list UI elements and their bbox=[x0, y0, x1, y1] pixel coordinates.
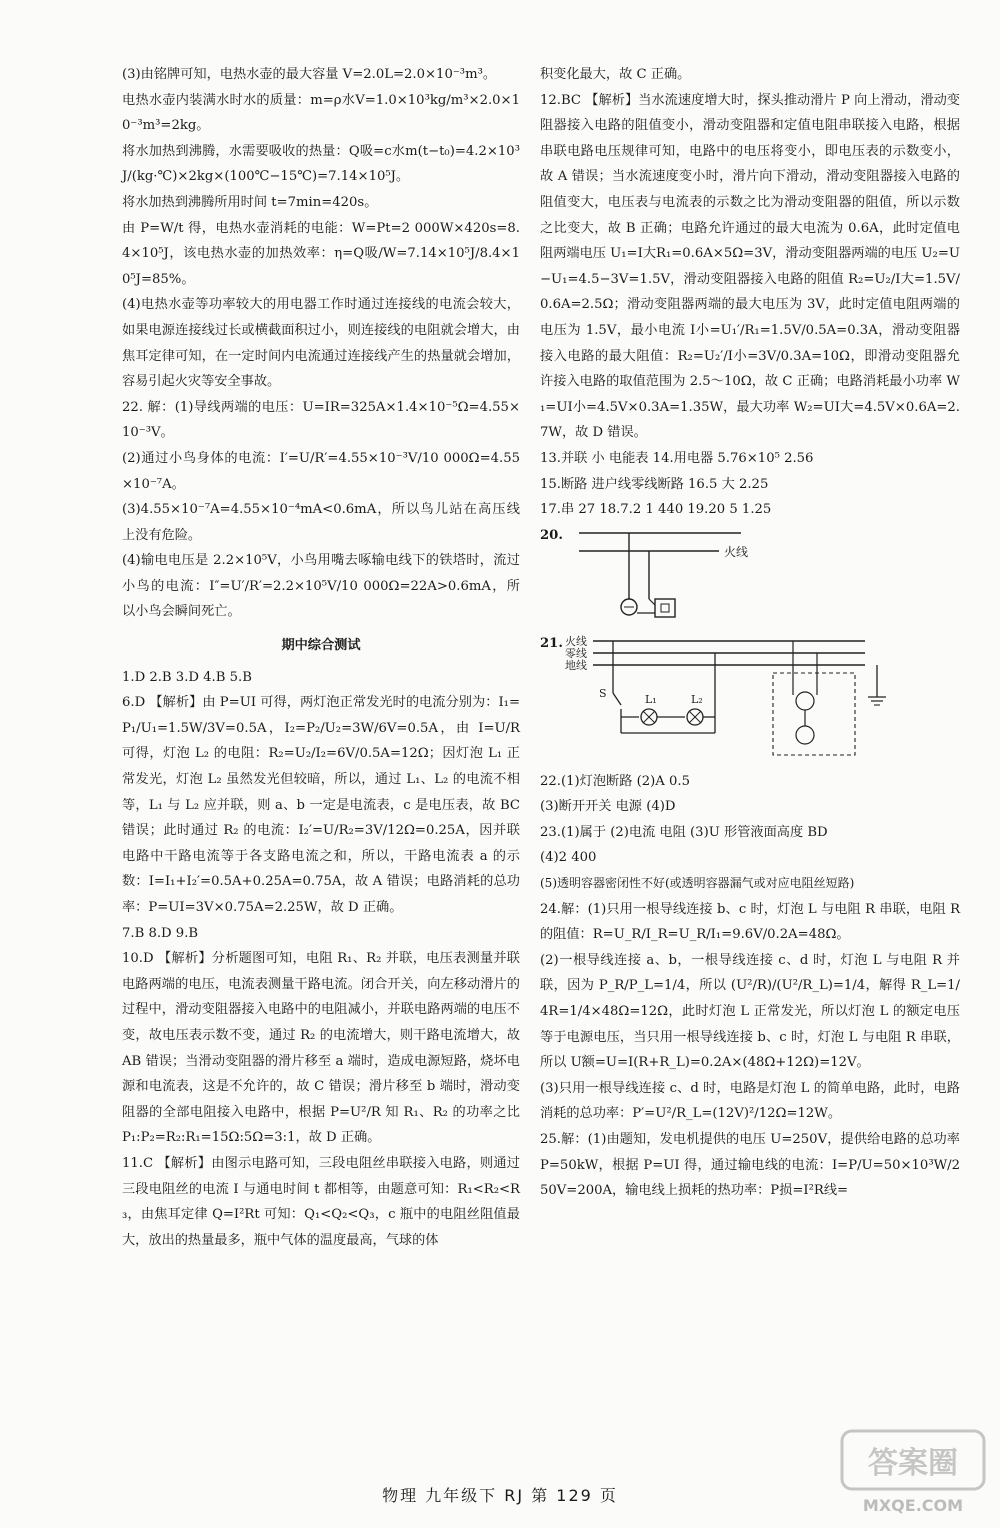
answer-24-3: (3)只用一根导线连接 c、d 时，电路是灯泡 L 的简单电路，此时，电路消耗的总功率：P′=U²/R_L=(12V)²/12Ω=12W。 bbox=[540, 1080, 960, 1122]
answer-21-number: 21. bbox=[540, 635, 563, 651]
socket2-icon bbox=[796, 726, 814, 744]
answers-7-9: 7.B 8.D 9.B bbox=[122, 925, 199, 941]
wiring-diagram-20 bbox=[569, 527, 769, 623]
answer-23-5: (5)透明容器密闭性不好(或透明容器漏气或对应电阻丝短路) bbox=[540, 876, 855, 891]
watermark-url: MXQE.COM bbox=[862, 1496, 964, 1515]
answer-22-2: (2)通过小鸟身体的电流：I′=U/R′=4.55×10⁻³V/10 000Ω=4.55×10⁻⁷A。 bbox=[122, 450, 520, 492]
answer-23: 23.(1)属于 (2)电流 电阻 (3)U 形管液面高度 BD bbox=[540, 824, 828, 840]
live-wire-label: 火线 bbox=[723, 544, 748, 559]
answer-l3: 将水加热到沸腾，水需要吸收的热量：Q吸=c水m(t−t₀)=4.2×10³J/(kg·℃)×2kg×(100℃−15℃)=7.14×10⁵J。 bbox=[122, 143, 520, 185]
section-heading: 期中综合测试 bbox=[281, 638, 361, 654]
answer-21-block bbox=[540, 631, 960, 769]
socket-icon bbox=[796, 692, 814, 710]
answer-20-block bbox=[540, 523, 960, 631]
answer-11: 11.C 【解析】由图示电路可知，三段电阻丝串联接入电路，则通过三段电阻丝的电流 I 与通电时间 t 都相等，由题意可知：R₁<R₂<R₃，由焦耳定律 Q=I²Rt 可知：Q₁<Q₂<Q₃，c 瓶中的电阻丝阻值最大，放出的热量最多，瓶中气体的温度最高，气球的体 bbox=[122, 1155, 520, 1248]
watermark-logo bbox=[838, 1425, 988, 1520]
answer-22: 22. 解：(1)导线两端的电压：U=IR=325A×1.4×10⁻⁵Ω=4.55×10⁻³V。 bbox=[122, 399, 520, 441]
answer-l1: (3)由铭牌可知，电热水壶的最大容量 V=2.0L=2.0×10⁻³m³。 bbox=[122, 67, 497, 82]
answer-10: 10.D 【解析】分析题图可知，电阻 R₁、R₂ 并联，电压表测量并联电路两端的电压，电流表测量干路电流。闭合开关，向左移动滑片的过程中，滑动变阻器接入电路中的电阻减小，并联电路两端的电压不变，故电压表示数不变，通过 R₂ 的电流增大，则干路电流增大，故 AB 错误；当滑动变阻器的滑片移至 a 端时，造成电源短路，烧坏电源和电流表，这是不允许的，故 C 错误；滑片移至 b 端时，滑动变阻器的全部电阻接入电路中，根据 P=U²/R 知 R₁、R₂ 的功率之比 P₁:P₂=R₂:R₁=15Ω:5Ω=3:1，故 D 正确。 bbox=[122, 951, 520, 1146]
right-column bbox=[540, 62, 960, 1204]
answers-1-5: 1.D 2.B 3.D 4.B 5.B bbox=[122, 669, 252, 685]
answer-22-4: (4)输电电压是 2.2×10⁵V，小鸟用嘴去啄输电线下的铁塔时，流过小鸟的电流：I″=U′/R′=2.2×10⁵V/10 000Ω=22A>0.6mA，所以小鸟会瞬间死亡。 bbox=[122, 553, 520, 620]
answer-l4: 将水加热到沸腾所用时间 t=7min=420s。 bbox=[122, 194, 378, 210]
socket-box bbox=[773, 673, 855, 755]
answer-24-2: (2)一根导线连接 a、b，一根导线连接 c、d 时，灯泡 L 与电阻 R 并联，因为 P_R/P_L=1/4，所以 (U²/R)/(U²/R_L)=1/4，解得 R_L=1/4R=1/4×48Ω=12Ω，此时灯泡 L 正常发光，所以灯泡 L 的额定电压等于电源电压，当只用一根导线连接 b、c 时，灯泡 L 与电阻 R 串联，所以 U额=U=I(R+R_L)=0.2A×(48Ω+12Ω)=12V。 bbox=[540, 952, 960, 1071]
watermark-text: 答案圈 bbox=[868, 1446, 958, 1481]
switch-icon bbox=[655, 599, 675, 617]
left-column bbox=[122, 62, 520, 1253]
lamp-l1-label: L₁ bbox=[644, 692, 657, 706]
answers-13-14: 13.并联 小 电能表 14.用电器 5.76×10⁵ 2.56 bbox=[540, 450, 814, 466]
answer-12: 12.BC 【解析】当水流速度增大时，探头推动滑片 P 向上滑动，滑动变阻器接入电路的阻值变小，滑动变阻器和定值电阻串联接入电路，根据串联电路电压规律可知，电路中的电压将变小，即电压表的示数变小，故 A 错误；当水流速度变小时，滑片向下滑动，滑动变阻器接入电路的阻值变大，电压表与电流表的示数之比为滑动变阻器的阻值，所以示数之比变大，故 B 正确；电路允许通过的最大电流为 0.6A，此时定值电阻两端电压 U₁=I大R₁=0.6A×5Ω=3V，滑动变阻器两端的电压 U₂=U−U₁=4.5−3V=1.5V，滑动变阻器接入电路的阻值 R₂=U₂/I大=1.5V/0.6A=2.5Ω；滑动变阻器两端的最大电压为 3V，此时定值电阻两端的电压为 1.5V，最小电流 I小=U₁′/R₁=1.5V/0.5A=0.3A，滑动变阻器接入电路的最大阻值：R₂=U₂′/I小=3V/0.3A=10Ω，即滑动变阻器允许接入电路的取值范围为 2.5～10Ω，故 C 正确；电路消耗最小功率 W₁=UI小=4.5V×0.3A=1.35W，最大功率 W₂=UI大=4.5V×0.6A=2.7W，故 D 错误。 bbox=[540, 92, 960, 441]
page-footer: 物理 九年级下 RJ 第 129 页 bbox=[382, 1486, 618, 1505]
wire-label-neutral: 零线 bbox=[564, 646, 587, 660]
answer-l2: 电热水壶内装满水时水的质量：m=ρ水V=1.0×10³kg/m³×2.0×10⁻³m³=2kg。 bbox=[122, 92, 520, 134]
switch-label: S bbox=[598, 686, 607, 700]
answer-24: 24.解：(1)只用一根导线连接 b、c 时，灯泡 L 与电阻 R 串联，电阻 R 的阻值：R=U_R/I_R=U_R/I₁=9.6V/0.2A=48Ω。 bbox=[540, 901, 960, 943]
answer-20-number: 20. bbox=[540, 527, 563, 543]
answer-l6: (4)电热水壶等功率较大的用电器工作时通过连接线的电流会较大，如果电源连接线过长或横截面积过小，则连接线的电阻就会增大，由焦耳定律可知，在一定时间内电流通过连接线产生的热量就会增加，容易引起火灾等安全事故。 bbox=[122, 297, 520, 390]
answer-l5: 由 P=W/t 得，电热水壶消耗的电能：W=Pt=2 000W×420s=8.4×10⁵J，该电热水壶的加热效率：η=Q吸/W=7.14×10⁵J/8.4×10⁵J=85%。 bbox=[122, 220, 520, 287]
answer-25: 25.解：(1)由题知，发电机提供的电压 U=250V，提供给电路的总功率 P=50kW，根据 P=UI 得，通过输电线的电流：I=P/U=50×10³W/250V=200A，输电线上损耗的热功率：P损=I²R线= bbox=[540, 1132, 960, 1199]
answer-23-4: (4)2 400 bbox=[540, 850, 597, 866]
wire-label-earth: 地线 bbox=[564, 658, 587, 672]
answers-17-19: 17.串 27 18.7.2 1 440 19.20 5 1.25 bbox=[540, 502, 772, 518]
answer-22r: 22.(1)灯泡断路 (2)A 0.5 bbox=[540, 773, 690, 789]
lamp-l2-label: L₂ bbox=[690, 692, 703, 706]
wire-label-live: 火线 bbox=[564, 634, 587, 648]
answer-22r-2: (3)断开开关 电源 (4)D bbox=[540, 799, 676, 815]
wiring-diagram-21 bbox=[565, 635, 895, 761]
switch-s-icon bbox=[613, 693, 621, 705]
answer-6: 6.D 【解析】由 P=UI 可得，两灯泡正常发光时的电流分别为：I₁=P₁/U₁=1.5W/3V=0.5A，I₂=P₂/U₂=3W/6V=0.5A，由 I=U/R 可得，灯泡 L₂ 的电阻：R₂=U₂/I₂=6V/0.5A=12Ω；因灯泡 L₁ 正常发光，灯泡 L₂ 虽然发光但较暗，所以，通过 L₁、L₂ 的电流不相等，L₁ 与 L₂ 应并联，则 a、b 一定是电流表，c 是电压表，故 BC 错误；此时通过 R₂ 的电流：I₂′=U/R₂=3V/12Ω=0.25A，因并联电路中干路电流等于各支路电流之和，所以，干路电流表 a 的示数：I=I₁+I₂′=0.5A+0.25A=0.75A，故 A 错误；电路消耗的总功率：P=UI=3V×0.75A=2.25W，故 D 正确。 bbox=[122, 695, 520, 915]
answer-22-3: (3)4.55×10⁻⁷A=4.55×10⁻⁴mA<0.6mA，所以鸟儿站在高压线上没有危险。 bbox=[122, 502, 520, 543]
answers-15-16: 15.断路 进户线零线断路 16.5 大 2.25 bbox=[540, 476, 769, 492]
answer-r1: 积变化最大，故 C 正确。 bbox=[540, 67, 691, 82]
